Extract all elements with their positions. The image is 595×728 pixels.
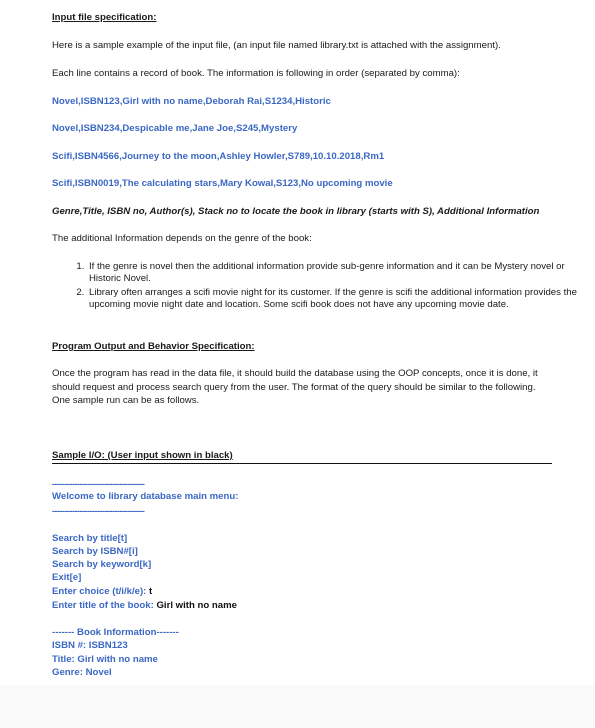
record-line: Novel,ISBN123,Girl with no name,Deborah Rai,S1234,Historic xyxy=(52,96,331,107)
dash-separator: ------------------------------------- xyxy=(52,506,145,516)
choice-line xyxy=(52,586,152,598)
book-info-header: ------- Book Information------- xyxy=(52,627,179,638)
menu-option: Exit[e] xyxy=(52,572,82,583)
dash-separator: ------------------------------------- xyxy=(52,479,145,489)
list-item: 2. Library often arranges a scifi movie night for its customer. If the genre is scifi the additional information provides the upcoming movie night date and location. Some scifi book does not have any upcoming movie date. xyxy=(87,287,595,311)
choice-user-input: t xyxy=(149,586,153,597)
menu-option: Search by keyword[k] xyxy=(52,559,152,570)
result-line: ISBN #: ISBN123 xyxy=(52,640,128,651)
additional-info-note: The additional Information depends on the genre of the book: xyxy=(52,233,312,244)
sample-io-heading: Sample I/O: (User input shown in black) xyxy=(52,450,233,461)
title-line xyxy=(52,600,237,612)
choice-prompt: Enter choice (t/i/k/e): xyxy=(52,586,150,597)
record-line: Scifi,ISBN4566,Journey to the moon,Ashley Howler,S789,10.10.2018,Rm1 xyxy=(52,151,385,162)
welcome-text: Welcome to library database main menu: xyxy=(52,491,239,502)
result-line: Genre: Novel xyxy=(52,667,112,678)
title-user-input: Girl with no name xyxy=(156,600,237,611)
genre-rules-list xyxy=(52,261,595,313)
menu-option: Search by title[t] xyxy=(52,533,128,544)
record-format-line: Genre,Title, ISBN no, Author(s), Stack no to locate the book in library (starts with S), Additional Information xyxy=(52,206,540,217)
input-order-note: Each line contains a record of book. The information is following in order (separated by comma): xyxy=(52,68,460,79)
title-prompt: Enter title of the book: xyxy=(52,600,157,611)
menu-option: Search by ISBN#[i] xyxy=(52,546,138,557)
input-spec-heading: Input file specification: xyxy=(52,12,157,23)
list-item: 1. If the genre is novel then the additional information provide sub-genre information and it can be Mystery novel or Historic Novel. xyxy=(87,261,595,285)
program-output-description: Once the program has read in the data file, it should build the database using the OOP concepts, once it is done, it should request and process search query from the user. The format of the query should be similar to the following. One sample run can be as follows. xyxy=(52,368,538,406)
input-spec-intro: Here is a sample example of the input file, (an input file named library.txt is attached with the assignment). xyxy=(52,40,501,51)
record-line: Scifi,ISBN0019,The calculating stars,Mary Kowal,S123,No upcoming movie xyxy=(52,178,393,189)
result-line: Title: Girl with no name xyxy=(52,654,158,665)
record-line: Novel,ISBN234,Despicable me,Jane Joe,S245,Mystery xyxy=(52,123,298,134)
page-bottom-margin xyxy=(0,685,595,728)
program-output-heading: Program Output and Behavior Specification: xyxy=(52,341,255,352)
section-divider xyxy=(52,463,552,464)
